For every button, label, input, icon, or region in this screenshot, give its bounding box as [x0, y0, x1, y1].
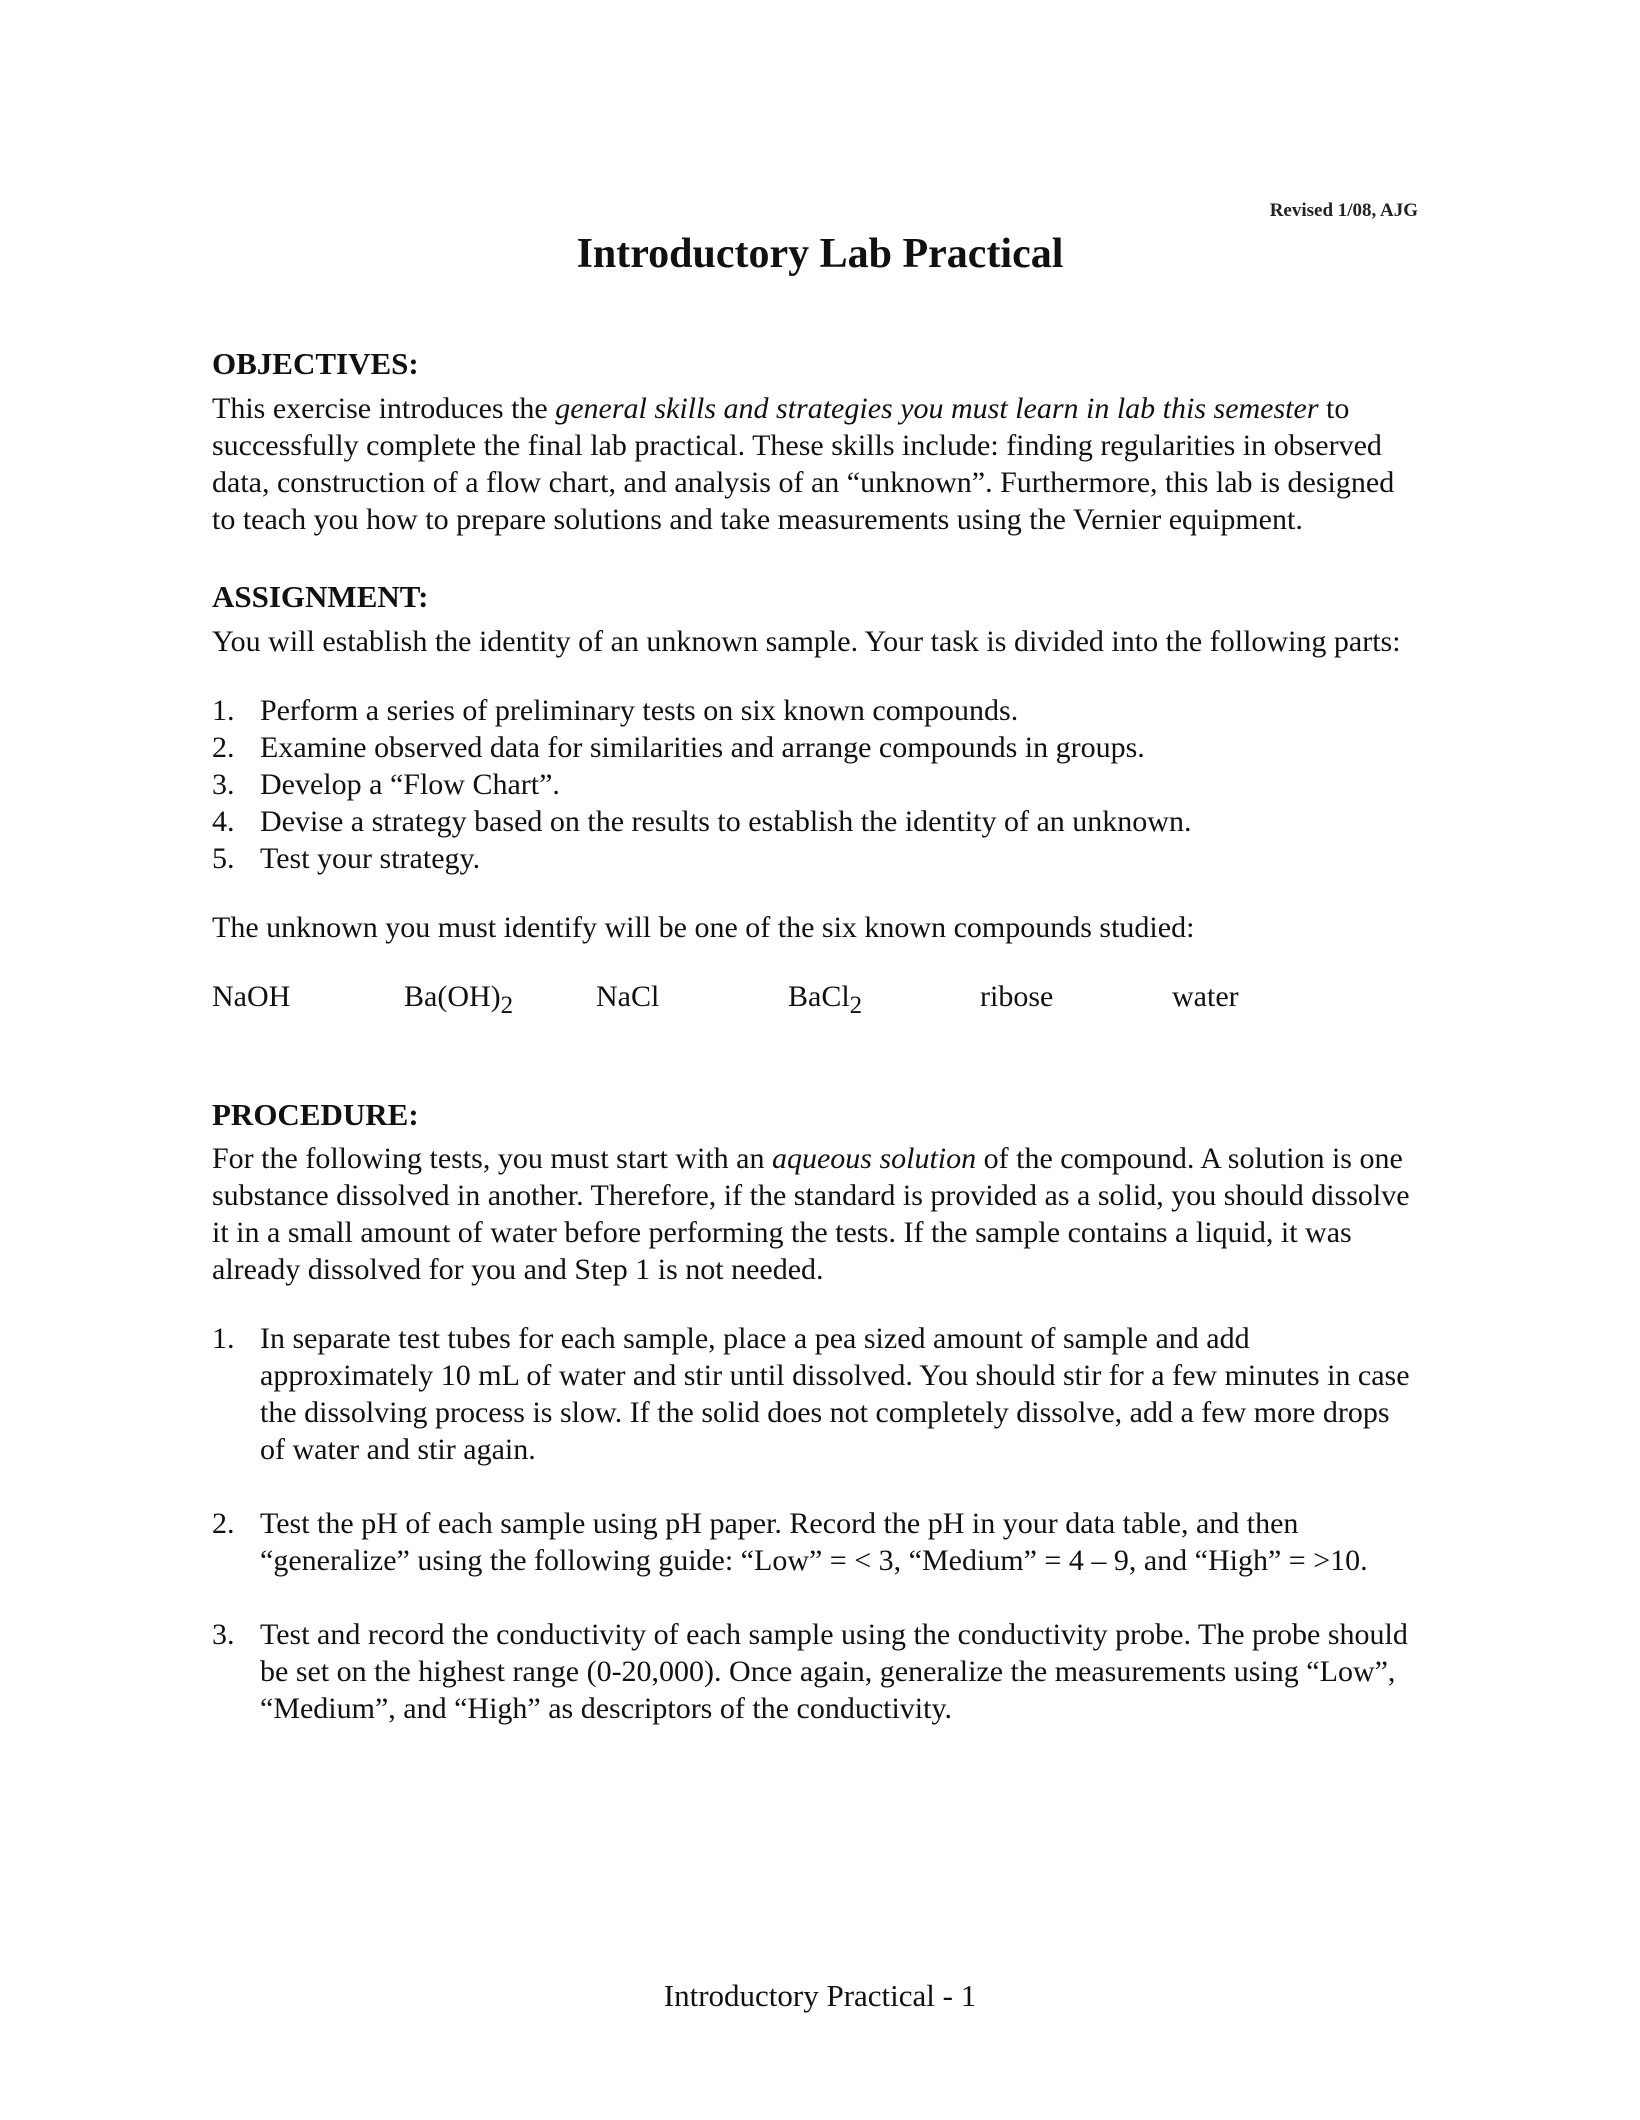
objectives-heading: OBJECTIVES:	[212, 346, 419, 381]
compound-barium-chloride	[788, 978, 980, 1024]
list-item-number: 3.	[212, 1618, 235, 1652]
procedure-intro-emphasis: aqueous solution	[771, 1142, 977, 1176]
objectives-text-start: This exercise introduces the	[212, 391, 556, 425]
procedure-steps-list	[212, 1320, 1422, 1727]
procedure-intro-start: For the following tests, you must start with an	[212, 1142, 772, 1176]
list-item-text: In separate test tubes for each sample, place a pea sized amount of sample and add approximately 10 mL of water and stir until dissolved. You should stir for a few minutes in case the dissolving process is slow. If the solid does not completely dissolve, add a few more drops of water and stir again.	[260, 1322, 1410, 1467]
unknown-statement: The unknown you must identify will be one of the six known compounds studied:	[212, 910, 1195, 944]
list-item-number: 2.	[212, 730, 235, 764]
list-item-text: Test your strategy.	[260, 841, 481, 875]
page-footer: Introductory Practical - 1	[663, 1978, 977, 2013]
compound-water: water	[1172, 979, 1239, 1013]
list-item	[212, 840, 1422, 877]
list-item-text: Develop a “Flow Chart”.	[260, 767, 560, 801]
procedure-section	[212, 1096, 1422, 1728]
list-item-number: 3.	[212, 767, 235, 801]
list-item	[212, 1320, 1422, 1468]
procedure-intro-end: of the compound. A solution is one substance dissolved in another. Therefore, if the standard is provided as a solid, you should dissolve it in a small amount of water before performing the tests. If the sample contains a liquid, it was already dissolved for you and Step 1 is not needed.	[212, 1142, 1410, 1287]
list-item	[212, 766, 1422, 803]
procedure-heading: PROCEDURE:	[212, 1096, 419, 1132]
list-item-number: 4.	[212, 804, 235, 838]
list-item	[212, 729, 1422, 766]
list-item	[212, 692, 1422, 729]
list-item-text: Test and record the conductivity of each sample using the conductivity probe. The probe should be set on the highest range (0-20,000). Once again, generalize the measurements using “Low”, “Medium”, and “High” as descriptors of the conductivity.	[260, 1618, 1408, 1726]
list-item	[212, 1505, 1422, 1579]
assignment-steps-list	[212, 692, 1422, 877]
compound-ribose: ribose	[980, 979, 1054, 1013]
formula-subscript: 2	[500, 991, 514, 1019]
document-body	[212, 345, 1422, 1764]
list-item	[212, 1616, 1422, 1727]
list-item-number: 2.	[212, 1507, 235, 1541]
compound-barium-hydroxide	[404, 978, 596, 1024]
assignment-intro: You will establish the identity of an unknown sample. Your task is divided into the following parts:	[212, 624, 1401, 658]
list-item-text: Perform a series of preliminary tests on six known compounds.	[260, 693, 1019, 727]
list-item	[212, 803, 1422, 840]
objectives-section	[212, 345, 1422, 538]
compound-formula: BaCl	[788, 979, 850, 1013]
assignment-heading: ASSIGNMENT:	[212, 578, 429, 614]
procedure-intro	[212, 1140, 1422, 1288]
revision-note: Revised 1/08, AJG	[1269, 200, 1418, 221]
objectives-text-end: to successfully complete the final lab practical. These skills include: finding regularities in observed data, construction of a flow chart, and analysis of an “unknown”. Furthermore, this lab is designed to teach you how to prepare solutions and take measurements using the Vernier equipment.	[212, 391, 1395, 536]
compound-nacl: NaCl	[596, 979, 660, 1013]
list-item-number: 1.	[212, 1322, 235, 1356]
page-title: Introductory Lab Practical	[576, 231, 1064, 277]
objectives-paragraph	[212, 390, 1422, 538]
assignment-section	[212, 578, 1422, 1024]
objectives-text-emphasis: general skills and strategies you must learn in lab this semester	[555, 391, 1319, 425]
compound-naoh: NaOH	[212, 979, 291, 1013]
list-item-text: Examine observed data for similarities and arrange compounds in groups.	[260, 730, 1145, 764]
list-item-text: Devise a strategy based on the results to establish the identity of an unknown.	[260, 804, 1192, 838]
list-item-text: Test the pH of each sample using pH paper. Record the pH in your data table, and then “generalize” using the following guide: “Low” = < 3, “Medium” = 4 – 9, and “High” = >10.	[260, 1507, 1368, 1578]
compound-list	[212, 978, 1422, 1024]
list-item-number: 5.	[212, 841, 235, 875]
list-item-number: 1.	[212, 693, 235, 727]
compound-formula: Ba(OH)	[404, 979, 501, 1013]
formula-subscript: 2	[849, 991, 863, 1019]
